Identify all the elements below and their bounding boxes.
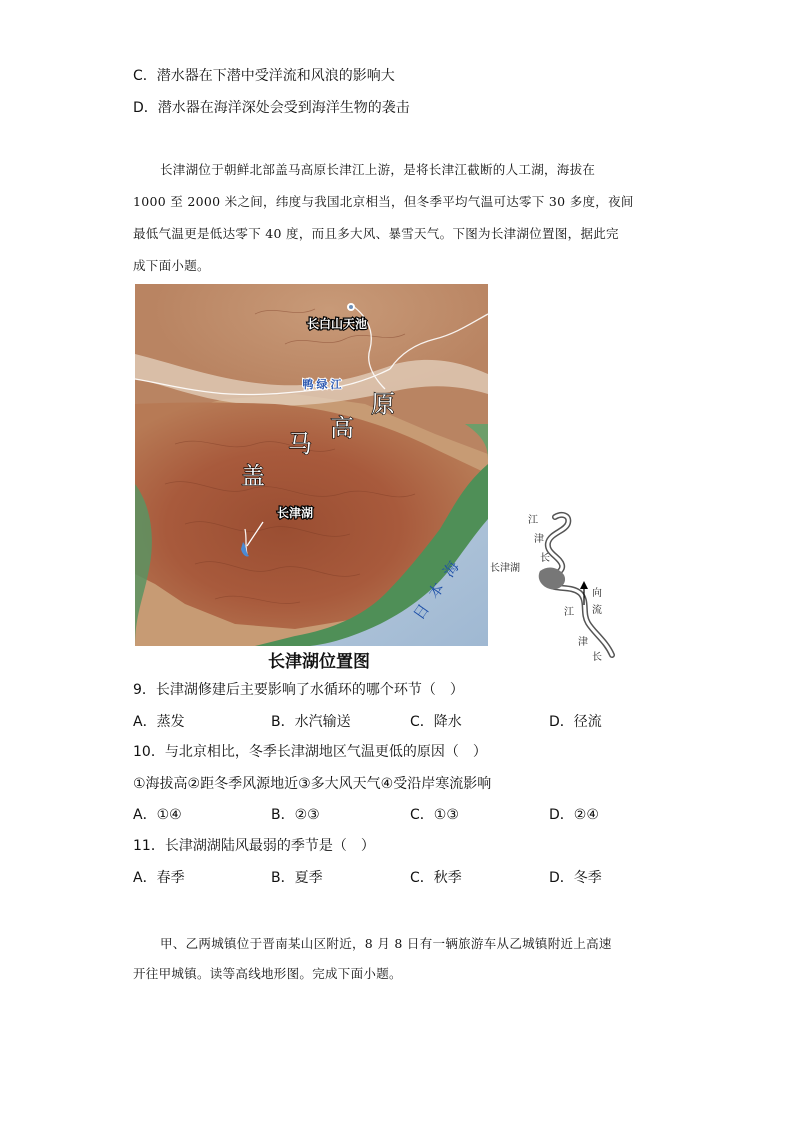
q9-option-a: A．蒸发 (133, 714, 185, 730)
flow-arrow-head (580, 581, 588, 589)
label-plateau-3: 高 (330, 415, 354, 442)
inset-label-flow-2: 流 (592, 605, 602, 616)
passage1-line1: 长津湖位于朝鲜北部盖马高原长津江上游，是将长津江截断的人工湖，海拔在 (160, 162, 596, 177)
passage1-line3: 最低气温更是低达零下 40 度，而且多大风、暴雪天气。下图为长津湖位置图，据此完 (133, 226, 619, 241)
option-c: C．潜水器在下潜中受洋流和风浪的影响大 (133, 68, 395, 84)
tianchi-water (349, 305, 353, 309)
question-10-stem: 10．与北京相比，冬季长津湖地区气温更低的原因（ ） (133, 744, 487, 760)
inset-label-top-2: 津 (534, 534, 544, 545)
option-d: D．潜水器在海洋深处会受到海洋生物的袭击 (133, 100, 410, 116)
passage1-line2: 1000 至 2000 米之间，纬度与我国北京相当，但冬季平均气温可达零下 30 多度，夜间 (133, 194, 634, 209)
passage2-line2: 开往甲城镇。读等高线地形图。完成下面小题。 (133, 966, 402, 981)
q9-option-c: C．降水 (410, 714, 462, 730)
label-yalu-river: 鸭 绿 江 (302, 379, 342, 391)
q10-option-a: A．①④ (133, 807, 182, 823)
label-sea-1: 日 (410, 601, 433, 624)
q11-option-c: C．秋季 (410, 870, 462, 886)
q9-option-d: D．径流 (549, 714, 602, 730)
passage2-line1: 甲、乙两城镇位于晋南某山区附近，8 月 8 日有一辆旅游车从乙城镇附近上高速 (160, 936, 612, 951)
label-plateau-4: 原 (371, 391, 395, 418)
label-plateau-1: 盖 (241, 463, 265, 490)
location-map (135, 284, 488, 646)
label-tianchi: 长白山天池 (306, 317, 368, 331)
passage1-line4: 成下面小题。 (133, 258, 210, 273)
q10-option-d: D．②④ (549, 807, 599, 823)
inset-label-bottom-1: 江 (564, 607, 574, 618)
inset-label-bottom-2: 津 (578, 637, 588, 648)
label-sea-3: 海 (440, 558, 463, 581)
inset-label-top-1: 江 (528, 515, 538, 526)
q10-option-c: C．①③ (410, 807, 459, 823)
inset-label-bottom-3: 长 (592, 652, 602, 663)
label-plateau-2: 马 (288, 431, 312, 458)
question-11-stem: 11．长津湖湖陆风最弱的季节是（ ） (133, 838, 375, 854)
map-caption: 长津湖位置图 (268, 652, 370, 672)
question-9-stem: 9．长津湖修建后主要影响了水循环的哪个环节（ ） (133, 682, 464, 698)
q11-option-a: A．春季 (133, 870, 185, 886)
q10-option-b: B．②③ (271, 807, 320, 823)
q11-option-d: D．冬季 (549, 870, 602, 886)
inset-label-top-3: 长 (540, 553, 550, 564)
q11-option-b: B．夏季 (271, 870, 323, 886)
label-lake: 长津湖 (276, 506, 314, 520)
question-10-statements: ①海拔高②距冬季风源地近③多大风天气④受沿岸寒流影响 (133, 776, 492, 792)
river-inset-map (490, 505, 625, 665)
label-sea-2: 本 (425, 579, 448, 602)
inset-label-flow-1: 向 (592, 588, 602, 599)
inset-label-lake: 长津湖 (490, 563, 520, 574)
q9-option-b: B．水汽输送 (271, 714, 351, 730)
